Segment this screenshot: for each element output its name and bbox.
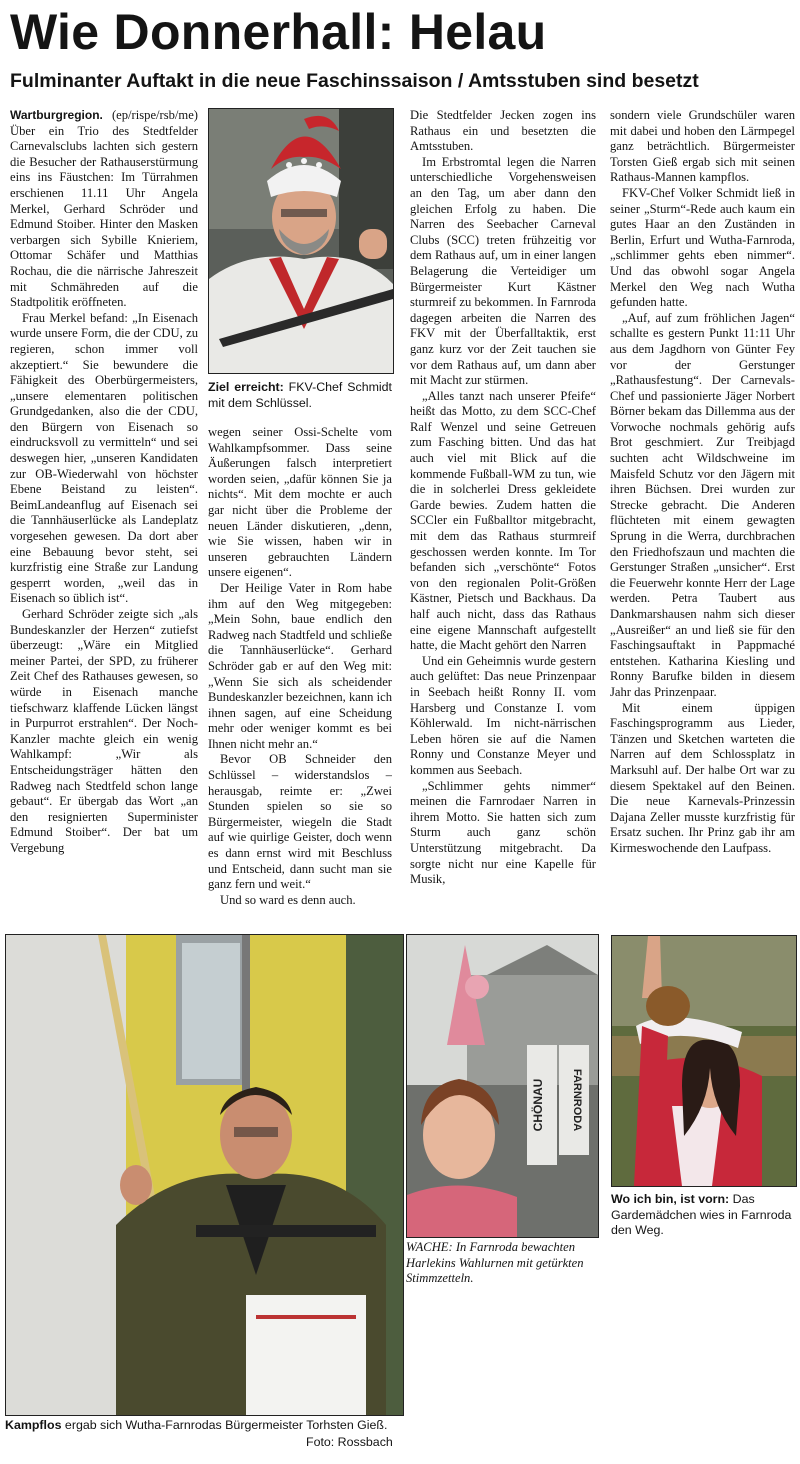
photo-fkv-chef — [208, 108, 394, 374]
photo-harlekins — [406, 934, 599, 1238]
article-column-4 — [610, 108, 795, 933]
photo-credit: Foto: Rossbach — [306, 1435, 393, 1449]
paragraph: FKV-Chef Volker Schmidt ließ in seiner „Sturm“-Rede auch kaum ein gutes Haar an den Zuständen in Berlin, Erfurt und Wutha-Farnroda, „schlimmer gehts eben nimmer“. Und das obwohl sogar Angela Merkel den Weg nach Wutha gefunden hatte. — [610, 185, 795, 310]
caption-text: In Farnroda bewachten Harlekins Wahlurnen mit getürkten Stimmzetteln. — [406, 1240, 584, 1285]
article-column-1 — [10, 108, 198, 934]
caption-bold: Ziel erreicht: — [208, 380, 284, 394]
paragraph: Gerhard Schröder zeigte sich „als Bundeskanzler der Herzen“ zutiefst überzeugt: „Wäre ein Mitglied meiner Partei, der SPD, zu früherer Zeit Chef des Rathauses gewesen, so würde in Eisenach manche tiefschwarz klaffende Lücken längst in Purpurrot erstrahlen“. Der Noch-Kanzler machte gleich ein wenig Wahlkampf: „Wir als Entscheidungsträger hätten den Radweg nach Stedtfeld schon lange gebaut“. Er übergab das Wort „an den resignierten Superminister Edmund Stoiber“. Der bat um Vergebung — [10, 607, 198, 855]
photo-buergermeister — [5, 934, 404, 1416]
paragraph: Und so ward es denn auch. — [220, 892, 356, 907]
box-label-2: FARNRODA — [571, 1068, 583, 1132]
caption-bold: WACHE: — [406, 1240, 453, 1254]
paragraph: Und ein Geheimnis wurde gestern auch gelüftet: Das neue Prinzenpaar in Seebach heißt Ronny II. vom Harsberg und Constanze I. vom Köhlerwald. Im nicht-närrischen Leben hören sie auf die Namen Ronny und Constanze Meyer und kommen aus Seebach. — [410, 653, 596, 777]
subheadline: Fulminanter Auftakt in die neue Faschinssaison / Amtsstuben sind besetzt — [10, 70, 699, 92]
paragraph: Frau Merkel befand: „In Eisenach wurde unsere Form, die der CDU, zu regieren, schon immer voll akzeptiert.“ Sie bewundere die Fähigkeit des Oberbürgermeisters, „unsere elementaren politischen Grundgedanken, also die der CDU, den Bürgern von Eisenach so eindrucksvoll zu vermitteln“ und sei deswegen hier, „unseren Kandidaten zur OB-Wiederwahl von höchster Ebene Beistand zu leisten“. BeimLandeanflug auf Eisenach sei die Tannhäuserlücke als Landeplatz vorgesehen gewesen. Da dort aber eine Bebauung bevor steht, sei kurzfristig eine Straße zur Landung gesperrt worden, „weil das in Eisenach so üblich ist“. — [10, 310, 198, 606]
paragraph: Die Stedtfelder Jecken zogen ins Rathaus ein und besetzten die Amtsstuben. — [410, 108, 596, 154]
paragraph: wegen seiner Ossi-Schelte vom Wahlkampfsommer. Dass seine Äußerungen falsch interpretiert worden seien, „dafür können Sie ja nichts“. Mit dem mochte er auch gar nicht über die Probleme der neuen Länder diskutieren, „denn, wie Sie wissen, haben wir in unseren gebrauchten Ländern unsere eigenen“. — [208, 425, 392, 580]
caption-bottom-mid — [406, 1240, 597, 1288]
paragraph: „Schlimmer gehts nimmer“ meinen die Farnrodaer Narren in ihrem Motto. Sie hatten sich zum Sturm auch ganz schön Unterstützung mitgebracht. Da sorgte nicht nur eine Kapelle für Musik, — [410, 778, 596, 887]
caption-bottom-right — [611, 1192, 795, 1240]
paragraph: „Alles tanzt nach unserer Pfeife“ heißt das Motto, zu dem SCC-Chef Ralf Wenzel und seine Getreuen zum Fasching bitten. Und das hat auch viel mit Blick auf die kommende Fußball-WM zu tun, wie die in solcherlei Dress gekleidete Garde bewies. Zudem hatten die SCCler ein Fußballtor mitgebracht, mit dem das Rathaus sturmreif geschossen werden konnte. Im Tor befanden sich „verschönte“ Fotos von den regionalen Polit-Größen Kästner, Pietsch und Backhaus. Da half auch nicht, dass das Rathaus eine eigene Mannschaft aufgestellt hatte, die Macht gehört den Narren — [410, 388, 596, 653]
article-column-3 — [410, 108, 596, 933]
dateline: Wartburgregion. — [10, 108, 103, 122]
caption-text: Das Gardemädchen wies in Farnroda den Weg. — [611, 1192, 792, 1237]
paragraph: „Auf, auf zum fröhlichen Jagen“ schallte es gestern Punkt 11:11 Uhr aus dem Jagdhorn von Günter Fey vor der Gerstunger „Rathausfestung“. Der Carnevals-Chef und passionierte Jäger Norbert Börner bekam das Dillemma aus der Vorwoche nochmals gehörig aufs Brot geschmiert. Zur Treibjagd suchten acht Wildschweine im Maisfeld Schutz vor den Jägern mit ihren Büchsen. Drei wurden zur Strecke gebracht. Die Anderen flüchteten mit einem gewagten Sprung in die Werra, durchbrachen den Friedhofszaun und machten die Gerstunger Straßen „unsicher“. Erst die Feuerwehr konnte Herr der Lage werden. Petra Taubert aus Dankmarshausen nahm sich dieser „Ausreißer“ an und ließ sie für den Faschingsauftakt in Pappmaché entstehen. Katharina Kiesling und Ronny Barufke bilden in diesem Jahr das Prinzenpaar. — [610, 310, 795, 699]
paragraph: Mit einem üppigen Faschingsprogramm aus Lieder, Tänzen und Sketchen warteten die Narren auf dem Schlossplatz in Marksuhl auf. Der halbe Ort war zu diesem Spektakel auf den Beinen. Die neue Karnevals-Prinzessin Dajana Zeller musste kurzfristig für Ersatz suchen. Ihr Prinz gab ihr am Kirmeswochende den Laufpass. — [610, 700, 795, 855]
paragraph: Bevor OB Schneider den Schlüssel – widerstandslos – herausgab, reimte er: „Zwei Stunden spielen so sie so Bürgermeister, wiegeln die Stadt auf wie quirlige Geister, doch wenn es dann ernst wird mit Beschluss und Entscheid, dann sucht man sie ganz fern und weit.“ — [208, 752, 392, 892]
caption-text: ergab sich Wutha-Farnrodas Bürgermeister Torhsten Gieß. — [64, 1418, 388, 1432]
caption-top-photo — [208, 380, 392, 414]
caption-bold: Wo ich bin, ist vorn: — [611, 1192, 730, 1206]
article-lead: (ep/rispe/rsb/me) Über ein Trio des Stedtfelder Carnevalsclubs lachten sich gestern die Besucher der Rathauserstürmung eins ins Fäustchen: Im Türrahmen erschienen 11.11 Uhr Angela Merkel, Gerhard Schröder und Edmund Stoiber. Hinter den Masken verbargen sich Sybille Knieriem, Ottomar Schäfer und Matthias Rochau, die die närrische Jahreszeit mit Schmähreden auf die Stadtpolitik eröffneten. — [10, 108, 198, 310]
paragraph: Im Erbstromtal legen die Narren unterschiedliche Vorgehensweisen an den Tag, um aber dann den gleichen Erfolg zu haben. Die Narren des Seebacher Carneval Clubs (SCC) treten frühzeitig vor dem Rathaus auf, um in einer langen Belagerung die Verteidiger um Bürgermeister Kurt Kästner sturmreif zu bekommen. In Farnroda dagegen arbeiten die Narren des FKV mit der Überfalltaktik, erst ganz kurz vor der Zeit tauchen sie vor dem Rathaus auf, um dann aber mit Macht zur stürmen. — [410, 154, 596, 388]
photo-gardemaedchen — [611, 935, 797, 1187]
headline: Wie Donnerhall: Helau — [10, 4, 547, 60]
article-column-2 — [208, 425, 392, 933]
caption-bold: Kampflos — [5, 1418, 62, 1432]
box-label-1: CHÖNAU — [531, 1078, 545, 1132]
paragraph: Der Heilige Vater in Rom habe ihm auf den Weg mitgegeben: „Mein Sohn, baue endlich den Radweg nach Stadtfeld und schließe die Tannhäuserlücke“. Gerhard Schröder gab er auf den Weg mit: „Wenn Sie sich als scheidender Bundeskanzler bezeichnen, kann ich ihnen sagen, auf eine Scheidung mehr oder weniger kommt es bei Ihnen nicht mehr an.“ — [208, 580, 392, 751]
caption-text: FKV-Chef Schmidt mit dem Schlüssel. — [208, 380, 392, 410]
paragraph: sondern viele Grundschüler waren mit dabei und hoben den Lärmpegel ganz beträchtlich. Bürgermeister Torsten Gieß ergab sich mit seinen Rathaus-Mannen kampflos. — [610, 108, 795, 185]
